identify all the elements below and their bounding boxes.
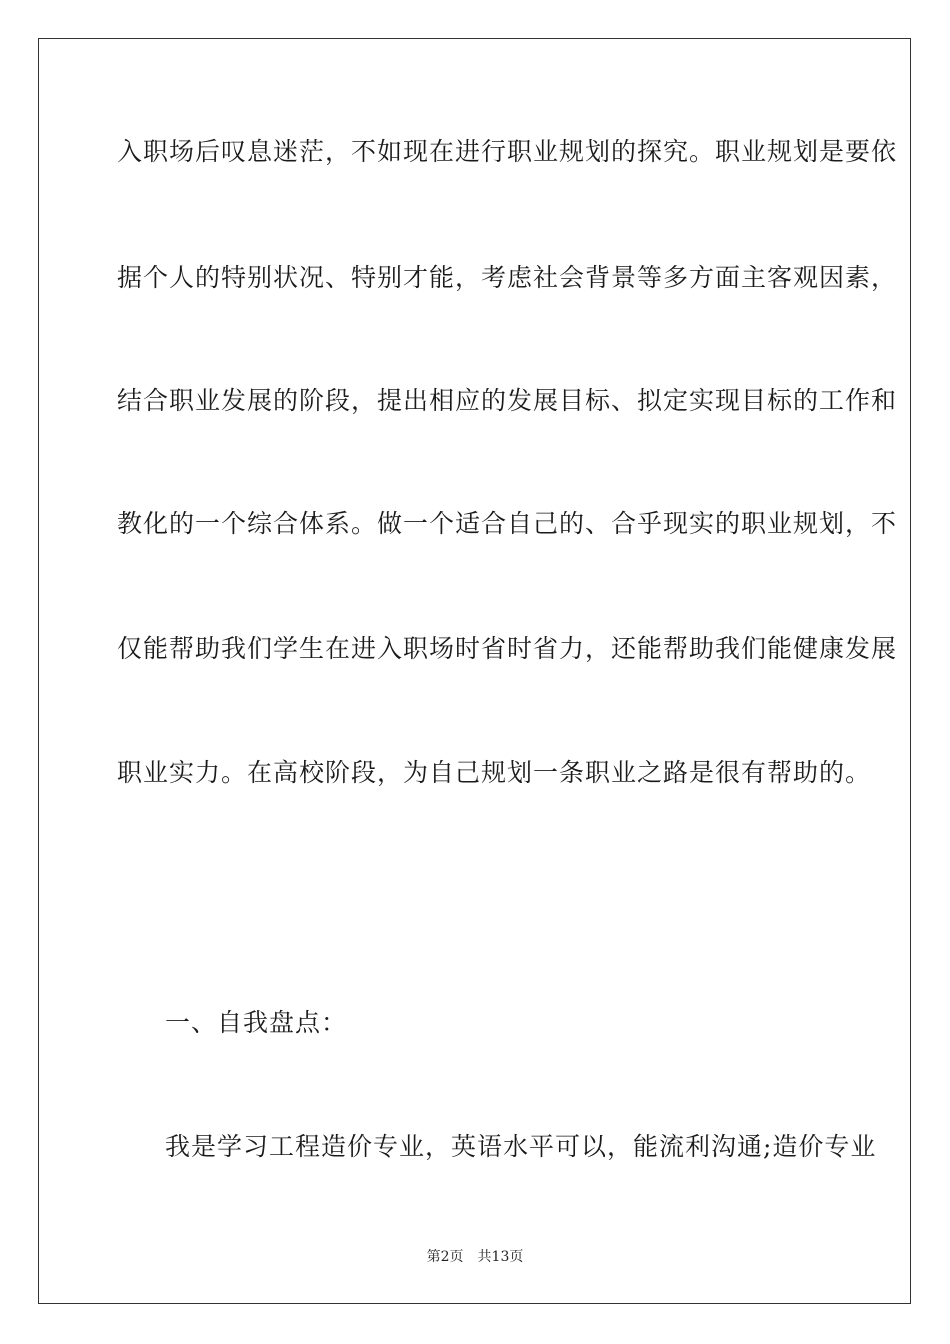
body-line-3: 结合职业发展的阶段，提出相应的发展目标、拟定实现目标的工作和	[117, 386, 898, 415]
page-border	[38, 38, 911, 1304]
section-heading: 一、自我盘点：	[165, 1008, 348, 1037]
page-total: 共13页	[477, 1249, 524, 1265]
body-line-2: 据个人的特别状况、特别才能，考虑社会背景等多方面主客观因素，	[117, 263, 898, 292]
page-footer	[0, 1247, 950, 1267]
body-line-4: 教化的一个综合体系。做一个适合自己的、合乎现实的职业规划，不	[117, 509, 898, 538]
body-line-paragraph-start: 我是学习工程造价专业，英语水平可以，能流利沟通;造价专业	[165, 1132, 877, 1161]
body-line-1: 入职场后叹息迷茫，不如现在进行职业规划的探究。职业规划是要依	[117, 137, 898, 166]
body-line-6: 职业实力。在高校阶段，为自己规划一条职业之路是很有帮助的。	[117, 758, 872, 787]
page-number: 第2页	[426, 1249, 464, 1265]
body-line-5: 仅能帮助我们学生在进入职场时省时省力，还能帮助我们能健康发展	[117, 634, 898, 663]
